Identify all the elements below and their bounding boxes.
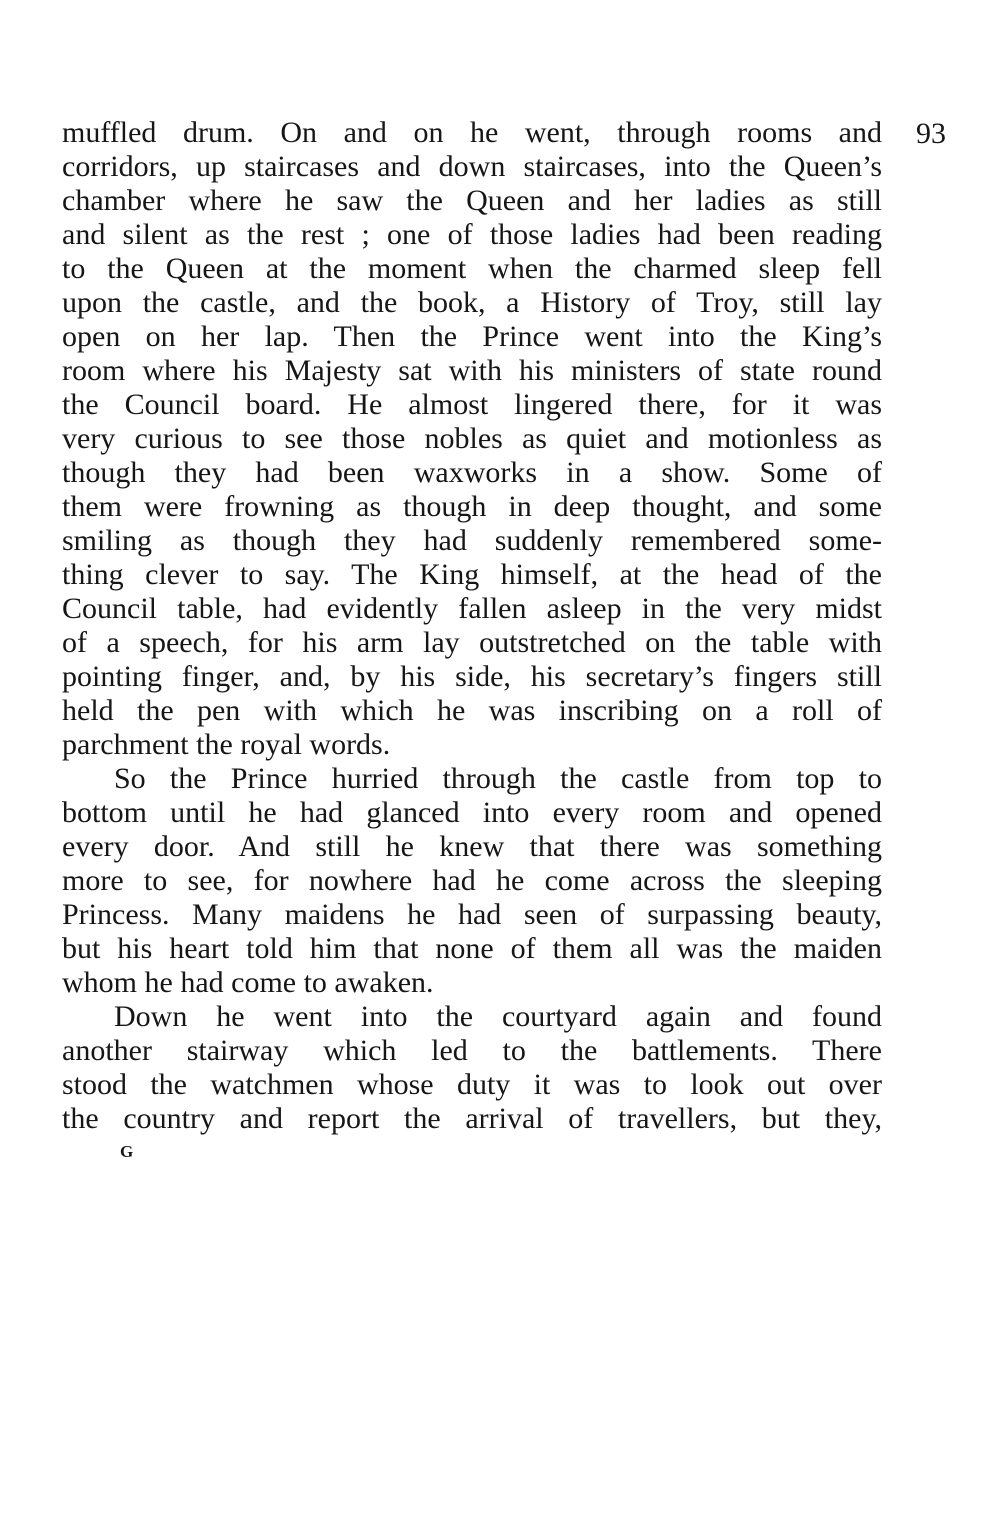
text-line: whom he had come to awaken. <box>62 966 434 999</box>
text-line: upon the castle, and the book, a History of Troy, still lay <box>62 286 882 319</box>
text-line: parchment the royal words. <box>62 728 391 761</box>
text-line: thing clever to say. The King himself, at the head of the <box>62 558 882 591</box>
paragraph-1 <box>62 116 882 762</box>
text-line: but his heart told him that none of them all was the maiden <box>62 932 882 965</box>
text-line: of a speech, for his arm lay outstretched on the table with <box>62 626 882 659</box>
signature-mark: G <box>120 1142 135 1161</box>
text-line: and silent as the rest ; one of those ladies had been reading <box>62 218 882 251</box>
text-line: pointing finger, and, by his side, his secretary’s fingers still <box>62 660 882 693</box>
text-line: to the Queen at the moment when the charmed sleep fell <box>62 252 882 285</box>
text-line: Down he went into the courtyard again and found <box>114 1000 882 1033</box>
text-line: Princess. Many maidens he had seen of surpassing beauty, <box>62 898 882 931</box>
text-line: another stairway which led to the battlements. There <box>62 1034 882 1067</box>
text-line: chamber where he saw the Queen and her ladies as still <box>62 184 882 217</box>
text-line: very curious to see those nobles as quiet and motionless as <box>62 422 882 455</box>
text-line: the Council board. He almost lingered there, for it was <box>62 388 882 421</box>
text-line: them were frowning as though in deep thought, and some <box>62 490 882 523</box>
page-number: 93 <box>916 117 946 150</box>
body-text <box>62 116 882 1136</box>
text-line: every door. And still he knew that there was something <box>62 830 882 863</box>
text-line: smiling as though they had suddenly remembered some- <box>62 524 882 557</box>
text-line: room where his Majesty sat with his ministers of state round <box>62 354 882 387</box>
text-line: though they had been waxworks in a show. Some of <box>62 456 882 489</box>
text-line: bottom until he had glanced into every room and opened <box>62 796 882 829</box>
text-line: Council table, had evidently fallen asleep in the very midst <box>62 592 882 625</box>
text-line: the country and report the arrival of travellers, but they, <box>62 1102 882 1135</box>
text-line: held the pen with which he was inscribing on a roll of <box>62 694 882 727</box>
text-line: corridors, up staircases and down staircases, into the Queen’s <box>62 150 882 183</box>
text-line: stood the watchmen whose duty it was to look out over <box>62 1068 882 1101</box>
paragraph-3 <box>62 1000 882 1136</box>
text-line: muffled drum. On and on he went, through rooms and <box>62 116 882 149</box>
paragraph-2 <box>62 762 882 1000</box>
text-line: more to see, for nowhere had he come across the sleeping <box>62 864 882 897</box>
text-line: So the Prince hurried through the castle from top to <box>114 762 882 795</box>
text-line: open on her lap. Then the Prince went into the King’s <box>62 320 882 353</box>
